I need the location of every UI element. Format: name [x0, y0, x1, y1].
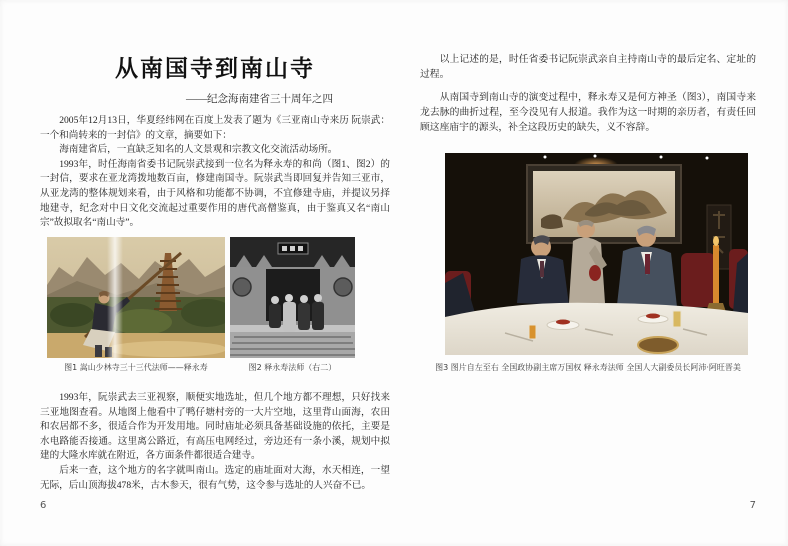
plaque-characters: [282, 246, 303, 251]
wall-painting: [527, 165, 681, 243]
paragraph: 1993年，时任海南省委书记阮崇武接到一位名为释永寿的和尚（图1、图2）的一封信，要求在亚龙湾拨地数百亩，修建南国寺。阮崇武当即回复并告知三亚市，从亚龙湾的整体规划来看，由于风格和功能都不协调，不宜修建寺庙，并提议另择地建寺，纪念对中日文化交流起过重要作用的唐代高僧鉴真，由于鉴真又名“南山宗”故拟取名“南山寺”。: [40, 158, 390, 229]
right-paragraph-block: [420, 52, 756, 135]
article-subtitle: ——纪念海南建省三十周年之四: [186, 94, 333, 105]
figure3-caption: 图3 图片自左至右 全国政协副主席万国权 释永寿法师 全国人大副委员长阿沛·阿旺晋美: [435, 363, 741, 372]
page-number-right: 7: [749, 500, 756, 511]
figure2-caption: 图2 释永寿法师（右二）: [248, 363, 337, 372]
paragraph: 以上记述的是，时任省委书记阮崇武亲自主持南山寺的最后定名、定址的过程。: [420, 54, 756, 80]
magazine-crease-glare: [107, 237, 123, 358]
left-paragraph-block-bottom: [40, 391, 390, 493]
tree-clump: [50, 303, 94, 327]
left-paragraph-block-top: [40, 114, 390, 231]
page-number-left: 6: [40, 500, 47, 511]
article-title: 从南国寺到南山寺: [115, 56, 315, 82]
paragraph: 1993年，阮崇武去三亚视察，顺便实地选址，但几个地方都不理想，只好找来三亚地图查看。从地图上他看中了鸭仔塘村旁的一大片空地，这里背山面海，农田和农居都不多，很适合作为开发用地。同时庙址必须具备基础设施的依托，主要是水电路能否接通。这里离公路近，有高压电网经过，旁边还有一条小溪，规划中拟建的大隆水库就在附近，各方面条件都很适合建寺。: [40, 392, 390, 462]
paragraph: 2005年12月13日，华夏经纬网在百度上发表了题为《三亚南山寺来历 阮崇武：一个和尚转来的一封信》的文章，摘要如下：: [40, 115, 390, 141]
steps: [230, 332, 355, 358]
tablecloth: [445, 303, 748, 355]
ground-light: [107, 341, 225, 357]
page-right: [394, 0, 788, 546]
figure1-photo-monk-with-staff: [47, 237, 225, 358]
paragraph: 海南建省后，一直缺乏知名的人文景观和宗教文化交流活动场所。: [59, 144, 338, 156]
paragraph: 后来一查，这个地方的名字就叫南山。选定的庙址面对大海，水天相连，一望无际，后山顶海拔478米，古木参天，很有气势，这令参与选址的人兴奋不已。: [40, 464, 390, 491]
wall-window: [334, 278, 352, 296]
wall-window: [233, 278, 251, 296]
paragraph: 从南国寺到南山寺的演变过程中，释永寿又是何方神圣（图3），南国寺来龙去脉的曲折过程，至今没见有人报道。我作为这一时期的亲历者，有责任回顾这座庙宇的源头，补全这段历史的缺失，义不容辞。: [420, 92, 756, 133]
figure2-photo-temple-gate: [230, 237, 355, 358]
figure1-caption: 图1 嵩山少林寺三十三代法师——释永寿: [64, 363, 208, 372]
figure3-photo-banquet: [445, 153, 748, 355]
